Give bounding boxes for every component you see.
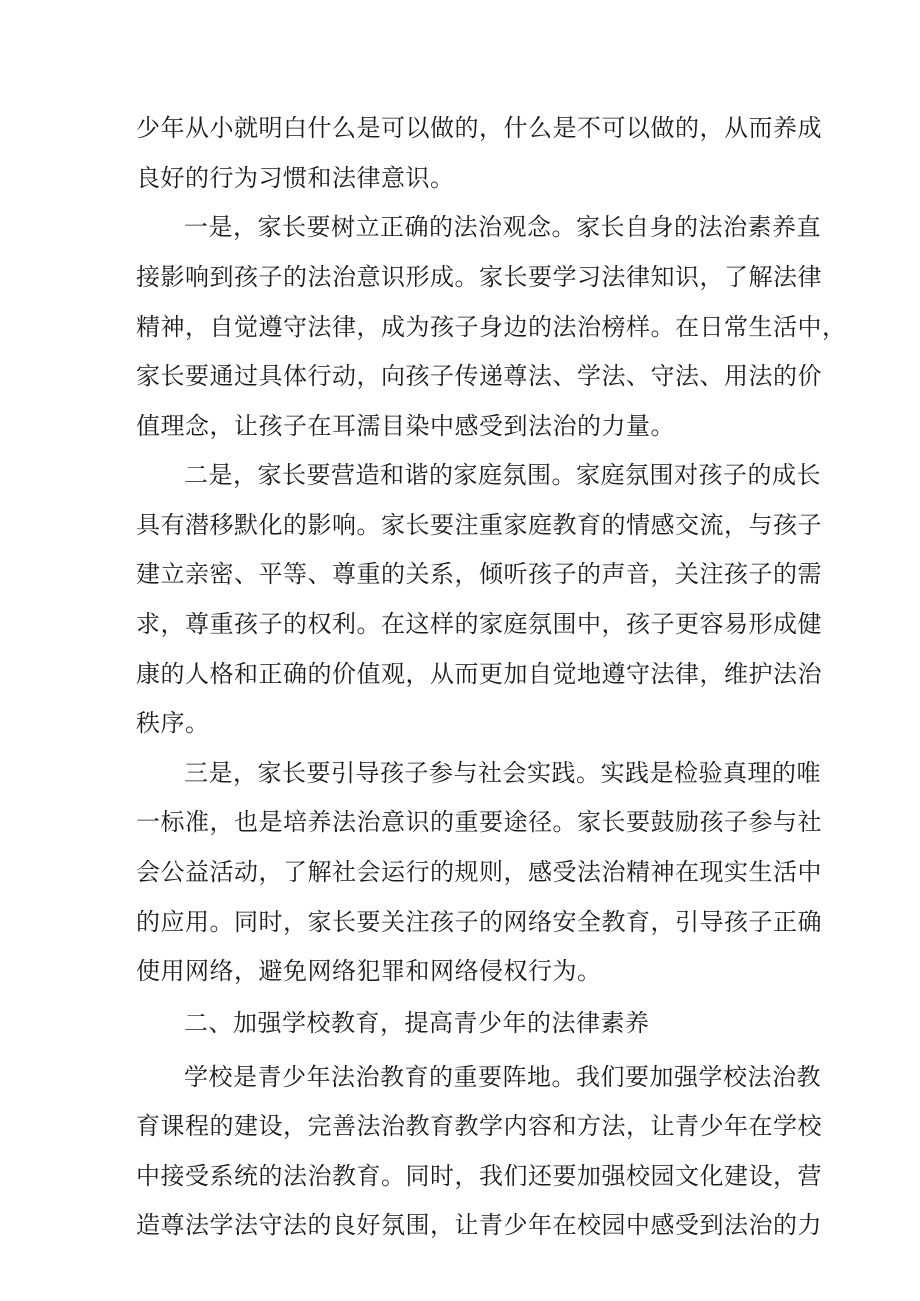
- paragraph-line: 精神，自觉遵守法律，成为孩子身边的法治榜样。在日常生活中，: [136, 313, 847, 341]
- paragraph-line: 具有潜移默化的影响。家长要注重家庭教育的情感交流，与孩子: [136, 511, 822, 539]
- paragraph-line: 三是，家长要引导孩子参与社会实践。实践是检验真理的唯: [184, 759, 821, 787]
- paragraph-line: 中接受系统的法治教育。同时，我们还要加强校园文化建设，营: [136, 1162, 822, 1190]
- paragraph-line: 使用网络，避免网络犯罪和网络侵权行为。: [136, 957, 602, 985]
- paragraph-line: 求，尊重孩子的权利。在这样的家庭氛围中，孩子更容易形成健: [136, 610, 822, 638]
- paragraph-line: 康的人格和正确的价值观，从而更加自觉地遵守法律，维护法治: [136, 660, 822, 688]
- paragraph-line: 育课程的建设，完善法治教育教学内容和方法，让青少年在学校: [136, 1112, 822, 1140]
- paragraph-line: 一标准，也是培养法治意识的重要途径。家长要鼓励孩子参与社: [136, 808, 822, 836]
- paragraph-line: 良好的行为习惯和法律意识。: [136, 164, 455, 192]
- paragraph-line: 少年从小就明白什么是可以做的，什么是不可以做的，从而养成: [136, 114, 822, 142]
- paragraph-line: 一是，家长要树立正确的法治观念。家长自身的法治素养直: [184, 213, 821, 241]
- paragraph-line: 接影响到孩子的法治意识形成。家长要学习法律知识，了解法律: [136, 263, 822, 291]
- paragraph-line: 学校是青少年法治教育的重要阵地。我们要加强学校法治教: [184, 1063, 821, 1091]
- paragraph-line: 二是，家长要营造和谐的家庭氛围。家庭氛围对孩子的成长: [184, 461, 821, 489]
- paragraph-line: 建立亲密、平等、尊重的关系，倾听孩子的声音，关注孩子的需: [136, 560, 822, 588]
- paragraph-line: 造尊法学法守法的良好氛围，让青少年在校园中感受到法治的力: [136, 1211, 822, 1239]
- paragraph-line: 值理念，让孩子在耳濡目染中感受到法治的力量。: [136, 412, 675, 440]
- section-heading: 二、加强学校教育，提高青少年的法律素养: [184, 1009, 650, 1037]
- paragraph-line: 的应用。同时，家长要关注孩子的网络安全教育，引导孩子正确: [136, 908, 822, 936]
- paragraph-line: 会公益活动，了解社会运行的规则，感受法治精神在现实生活中: [136, 858, 822, 886]
- paragraph-line: 秩序。: [136, 709, 210, 737]
- paragraph-line: 家长要通过具体行动，向孩子传递尊法、学法、守法、用法的价: [136, 362, 822, 390]
